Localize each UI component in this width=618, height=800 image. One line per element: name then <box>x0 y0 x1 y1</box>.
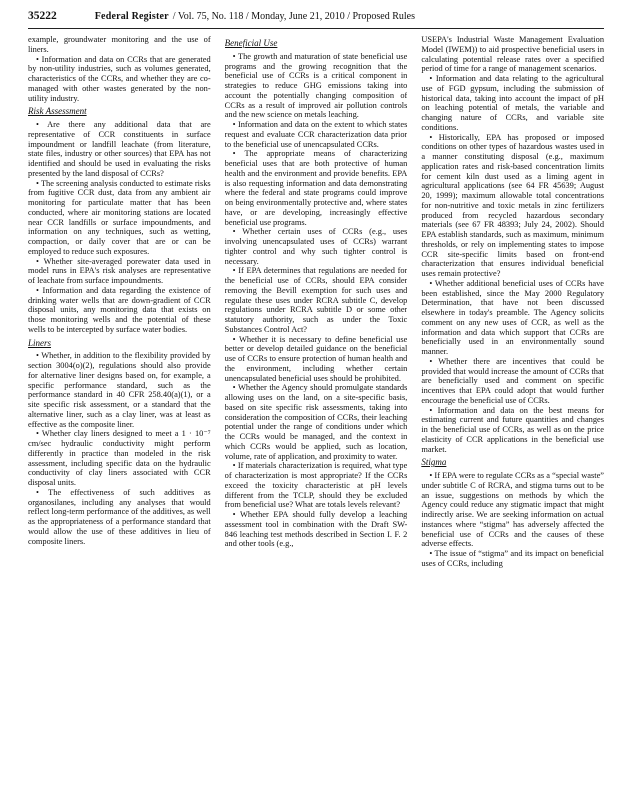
paragraph: • The growth and maturation of state beneficial use programs and the growing recognition that the beneficial use of CCRs is a critical component in strategies to reduce GHG emissions taking into account the potentially changing composition of CCRs as a result of improved air pollution controls and the new science on metals leaching. <box>224 51 408 120</box>
paragraph: • The appropriate means of characterizing beneficial uses that are both protective of human health and the environment and provide benefits. EPA is also requesting information and data demonstrating where the federal and state programs could improve on being environmentally protective and, where states have, or are developing, increasingly effective beneficial use programs. <box>224 149 408 227</box>
section-heading: Stigma <box>421 457 447 468</box>
paragraph: • Whether the Agency should promulgate standards allowing uses on the land, on a site-specific basis, based on site specific risk assessments, taking into consideration the composition of CCRs, their leaching potential under the range of conditions under which the CCRs would be managed, and the context in which CCRs would be applied, such as location, volume, rate of application, and proximity to water. <box>224 383 408 461</box>
column-middle <box>225 35 408 795</box>
paragraph: • Whether EPA should fully develop a leaching assessment tool in combination with the Draft SW-846 leaching test methods described in Section I. F. 2 and other tools (e.g., <box>224 510 408 549</box>
section-heading: Risk Assessment <box>28 106 87 117</box>
paragraph: • Historically, EPA has proposed or imposed conditions on other types of hazardous wastes used in a manner constituting disposal (e.g., maximum application rates and risk-based concentration limits for cement kiln dust used as a liming agent in agricultural applications (see 64 FR 45639; August 20, 1999); maximum allowable total concentrations for non-nutritive and toxic metals in zinc fertilizers produced from recycled hazardous secondary materials (see 67 FR 48393; July 24, 2002). Should EPA establish standards, such as maximum, minimum thresholds, or rely on implementing states to impose CCR site-specific limits based on front-end characterization that ensures individual beneficial uses remain protective? <box>421 132 604 278</box>
paragraph: • Whether it is necessary to define beneficial use better or develop detailed guidance on the beneficial use of CCRs to ensure protection of human health and the environment, including whether certain unencapsulated beneficial uses should be prohibited. <box>224 334 408 383</box>
paragraph: • Information and data on the extent to which states request and evaluate CCR characterization data prior to the beneficial use of unencapsulated CCRs. <box>224 120 408 149</box>
publication-name: Federal Register <box>94 11 169 22</box>
paragraph: • If EPA determines that regulations are needed for the beneficial use of CCRs, should EPA consider removing the Bevill exemption for such uses and regulate these uses under RCRA subtitle C, develop regulations under RCRA subtitle D or some other statutory authority, such as under the Toxic Substances Control Act? <box>224 266 408 334</box>
issue-info: / Vol. 75, No. 118 / Monday, June 21, 2010 / Proposed Rules <box>172 11 415 22</box>
column-left <box>28 35 211 795</box>
paragraph: • Information and data relating to the agricultural use of FGD gypsum, including the submission of historical data, taking into account the impact of pH on leaching potential of metals, the variable and changing nature of CCRs, and variable site conditions. <box>421 74 604 132</box>
section-heading: Liners <box>28 337 52 348</box>
paragraph: • If materials characterization is required, what type of characterization is most appropriate? If the CCRs exceed the toxicity characteristic at pH levels different from the TCLP, should they be excluded from beneficial use? What are totals levels relevant? <box>224 461 408 510</box>
page-header <box>28 10 604 29</box>
paragraph: • Are there any additional data that are representative of CCR constituents in surface impoundment or landfill leachate (from literature, state files, industry or other sources) that EPA has not identified and should be used in evaluating the risks presented by the land disposal of CCRs? <box>28 120 211 178</box>
paragraph: • Information and data regarding the existence of drinking water wells that are down-gradient of CCR disposal units, any monitoring data that exists on those monitoring wells and the potential of these wells to be intercepted by surface water bodies. <box>28 285 211 334</box>
page-number: 35222 <box>28 10 57 22</box>
paragraph: example, groundwater monitoring and the use of liners. <box>28 35 211 54</box>
paragraph: • Whether, in addition to the flexibility provided by section 3004(o)(2), regulations should also provide for alternative liner designs based on, for example, a specific performance standard, such as the performance standard in 40 CFR 258.40(a)(1), or a site specific risk assessment, or a standard that the alternative liner, such as a clay liner, was at least as effective as the composite liner. <box>28 351 211 429</box>
column-right <box>421 35 604 795</box>
paragraph: • The effectiveness of such additives as organosilanes, including any analyses that would reflect long-term performance of the additives, as well as the appropriateness of a performance standard that would allow the use of these additives in lieu of composite liners. <box>28 487 211 546</box>
paragraph: • Information and data on CCRs that are generated by non-utility industries, such as volumes generated, characteristics of the CCRs, and whether they are co-managed with other wastes generated by the non-utility industry. <box>28 54 211 103</box>
section-heading: Beneficial Use <box>224 38 278 48</box>
text-columns <box>28 35 604 795</box>
paragraph: • The screening analysis conducted to estimate risks from fugitive CCR dust, data from any ambient air monitoring for particulate matter that has been conducted, where air monitoring stations are located near CCR landfills or surface impoundments, and information on any techniques, such as wetting, compaction, or daily cover that are or can be employed to reduce such exposures. <box>28 178 211 256</box>
paragraph: • If EPA were to regulate CCRs as a “special waste” under subtitle C of RCRA, and stigma turns out to be an issue, suggestions on methods by which the Agency could reduce any stigmatic impact that might indirectly arise. We are seeking information on actual instances where “stigma” has adversely affected the beneficial use of CCRs and the causes of these adverse effects. <box>421 471 604 549</box>
paragraph: • Whether additional beneficial uses of CCRs have been established, since the May 2000 Regulatory Determination, that have not been discussed elsewhere in today's preamble. The Agency solicits comment on any new uses of CCR, as well as the information and data which support that CCRs are beneficially used in an environmentally sound manner. <box>421 278 604 356</box>
paragraph: USEPA's Industrial Waste Management Evaluation Model (IWEM)) to aid prospective beneficial users in calculating potential release rates over a specified period of time for a range of management scenarios. <box>421 35 604 74</box>
paragraph: • Whether there are incentives that could be provided that would increase the amount of CCRs that are beneficially used and comment on specific incentives that EPA could adopt that would further encourage the beneficial use of CCRs. <box>421 356 604 405</box>
paragraph: • Information and data on the best means for estimating current and future quantities and changes in the beneficial use of CCRs, as well as on the price elasticity of CCR applications in the beneficial use market. <box>421 405 604 454</box>
paragraph: • The issue of “stigma” and its impact on beneficial uses of CCRs, including <box>421 549 604 568</box>
paragraph: • Whether site-averaged porewater data used in model runs in EPA's risk analyses are representative of leachate from surface impoundments. <box>28 256 211 285</box>
paragraph: • Whether clay liners designed to meet a 1 · 10⁻⁷ cm/sec hydraulic conductivity might perform differently in practice than modeled in the risk assessment, including specific data on the hydraulic conductivity of clay liners associated with CCR disposal units. <box>28 429 211 487</box>
paragraph: • Whether certain uses of CCRs (e.g., uses involving unencapsulated uses of CCRs) warrant tighter control and why such tighter control is necessary. <box>224 227 408 266</box>
